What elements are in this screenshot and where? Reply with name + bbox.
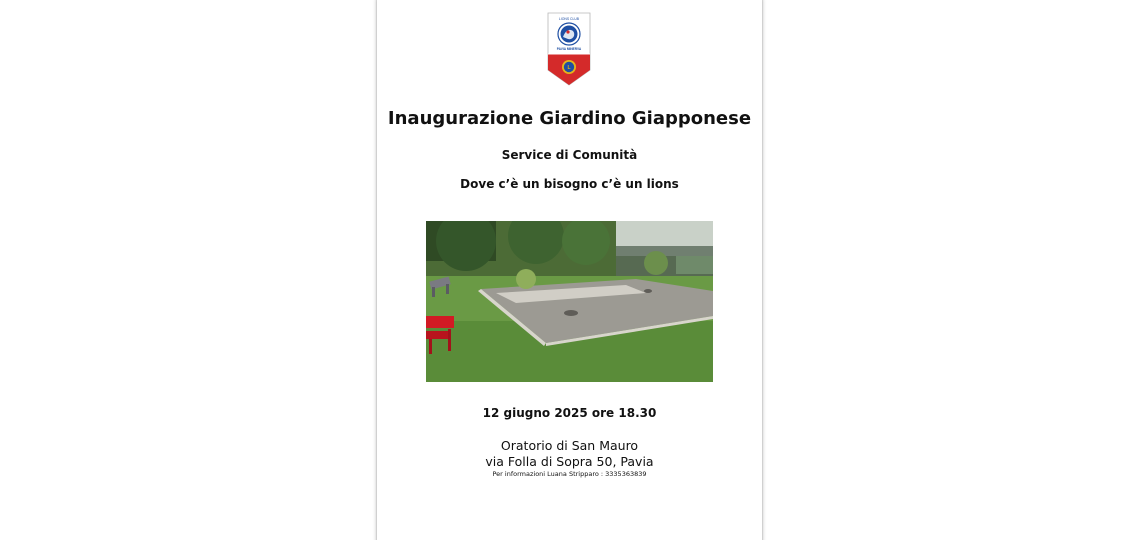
logo-club-name: LIONS CLUB: [558, 17, 580, 21]
page-motto: Dove c’è un bisogno c’è un lions: [460, 177, 679, 191]
page-subtitle: Service di Comunità: [501, 148, 638, 162]
lions-club-logo: [547, 12, 591, 86]
event-address: via Folla di Sopra 50, Pavia: [485, 454, 654, 469]
logo-branch: PAVIA MINERVA: [556, 47, 582, 51]
japanese-garden-photo: [426, 221, 713, 382]
event-place: Oratorio di San Mauro: [500, 438, 639, 453]
contact-info: Per informazioni Luana Stripparo : 3335363839: [492, 470, 647, 478]
svg-text:L: L: [567, 65, 571, 71]
event-date: 12 giugno 2025 ore 18.30: [482, 406, 657, 420]
page-title: Inaugurazione Giardino Giapponese: [387, 108, 752, 129]
document-page: [377, 0, 762, 540]
